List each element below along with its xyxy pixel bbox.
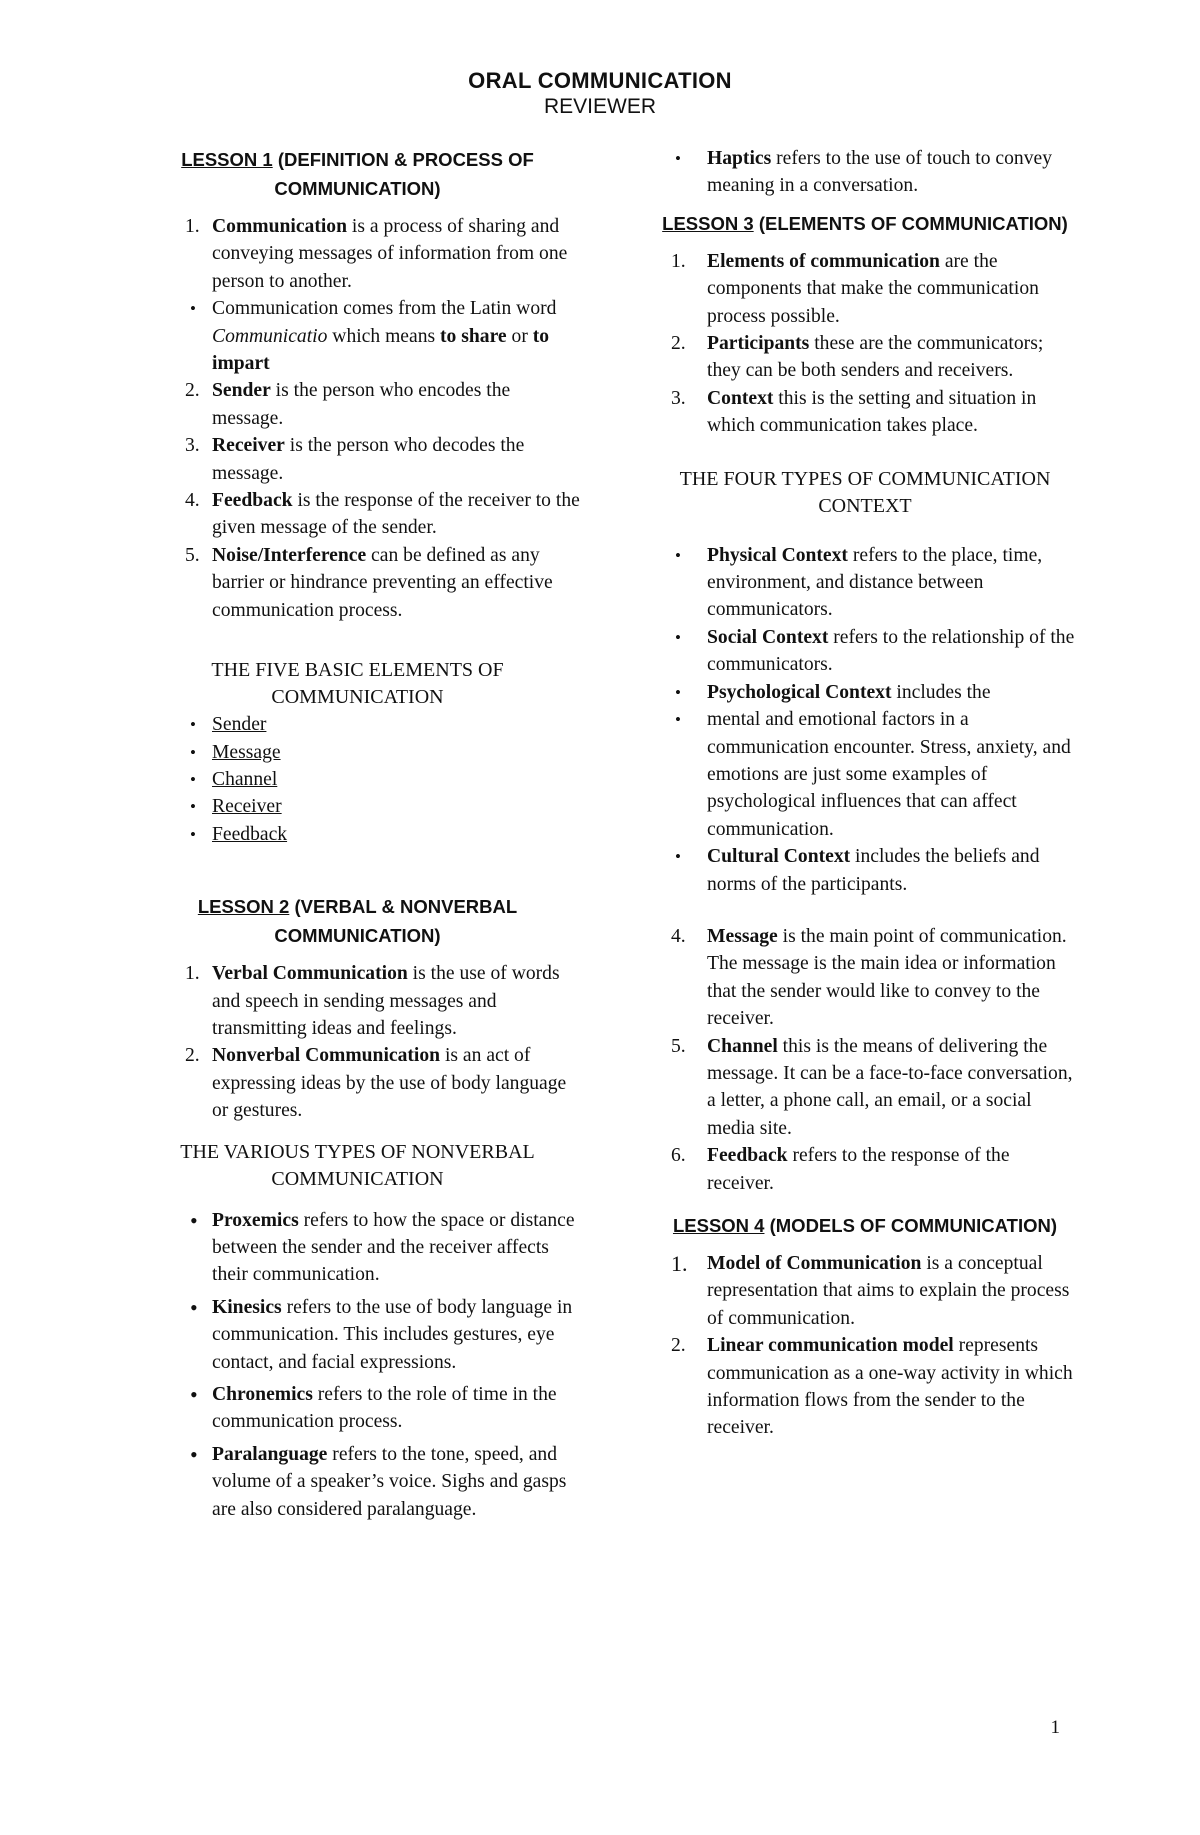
context-types-heading: THE FOUR TYPES OF COMMUNICATION CONTEXT <box>679 467 1051 517</box>
term: Sender <box>212 380 271 402</box>
definition: is the person who encodes the message. <box>212 380 511 429</box>
list-item <box>655 385 1075 440</box>
list-item <box>130 542 585 624</box>
term: Communication <box>212 216 347 237</box>
list-item <box>655 1332 1075 1442</box>
list-item <box>130 793 585 820</box>
list-item <box>130 295 585 377</box>
definition: refers to the relationship of the communicators. <box>707 626 1075 676</box>
list-marker: 2. <box>671 1335 686 1357</box>
list-item <box>655 1142 1075 1197</box>
bullet-icon: • <box>190 1382 198 1407</box>
list-marker: 5. <box>185 544 200 566</box>
right-column <box>655 145 1075 1442</box>
bullet-icon: • <box>190 299 196 319</box>
list-marker: 3. <box>185 435 200 457</box>
list-item <box>655 706 1075 843</box>
element-name: Channel <box>212 768 278 790</box>
term: Linear communication model <box>707 1335 954 1357</box>
lesson2-topic: (VERBAL & NONVERBAL COMMUNICATION) <box>274 896 518 947</box>
definition: is an act of expressing ideas by the use of body language or gestures. <box>212 1045 567 1122</box>
list-item <box>130 1042 585 1124</box>
bullet-icon: • <box>190 1441 198 1467</box>
list-item <box>130 432 585 487</box>
element-name: Receiver <box>212 796 282 818</box>
list-item <box>130 1381 585 1436</box>
term: Physical Context <box>707 544 848 566</box>
term: Kinesics <box>212 1296 282 1318</box>
list-item <box>130 711 585 738</box>
list-marker: 4. <box>671 925 686 947</box>
list-marker: 2. <box>185 380 200 402</box>
term: Model of Communication <box>707 1253 922 1274</box>
list-marker: 2. <box>671 333 686 355</box>
definition: are the components that make the communication process possible. <box>707 250 1039 327</box>
list-marker: 3. <box>671 387 686 409</box>
term: Message <box>707 925 778 947</box>
lesson1-number: LESSON 1 <box>181 149 273 170</box>
list-item <box>130 1441 585 1523</box>
list-marker: 2. <box>185 1045 200 1067</box>
left-column <box>130 145 585 1523</box>
definition: refers to the tone, speed, and volume of a speaker’s voice. Sighs and gasps are also considered paralanguage. <box>212 1443 567 1520</box>
definition: is the main point of communication. The message is the main idea or information that the sender would like to convey to the receiver. <box>707 925 1067 1030</box>
list-item <box>655 843 1075 898</box>
definition: this is the means of delivering the message. It can be a face-to-face conversation, a letter, a phone call, an email, or a social media site. <box>707 1035 1073 1139</box>
bullet-icon: • <box>190 824 196 844</box>
bullet-icon: • <box>190 1294 198 1320</box>
term: Proxemics <box>212 1209 299 1231</box>
lesson4-number: LESSON 4 <box>672 1215 765 1236</box>
bullet-icon: • <box>190 742 196 762</box>
lesson4-topic: (MODELS OF COMMUNICATION) <box>769 1215 1058 1236</box>
lesson2-number: LESSON 2 <box>197 896 290 918</box>
list-item <box>655 330 1075 385</box>
list-item <box>655 1033 1075 1143</box>
list-item <box>130 1294 585 1376</box>
term: Receiver <box>212 435 285 457</box>
definition: is the use of words and speech in sending messages and transmitting ideas and feelings. <box>212 963 560 1039</box>
lesson3-number: LESSON 3 <box>662 212 754 234</box>
text: which means <box>327 325 441 347</box>
definition: includes the <box>891 681 991 703</box>
list-item <box>130 960 585 1042</box>
definition: refers to how the space or distance between the sender and the receiver affects their communication. <box>212 1209 575 1286</box>
definition: this is the setting and situation in which communication takes place. <box>707 387 1037 437</box>
term: Feedback <box>212 490 293 512</box>
five-elements-heading: THE FIVE BASIC ELEMENTS OF COMMUNICATION <box>211 659 504 709</box>
term: Haptics <box>707 148 772 169</box>
lesson4-heading <box>655 1211 1075 1240</box>
list-item <box>655 248 1075 330</box>
list-item <box>130 821 585 848</box>
definition: refers to the response of the receiver. <box>707 1145 1010 1194</box>
term: Noise/Interference <box>212 544 367 566</box>
element-name: Sender <box>212 714 267 736</box>
element-name: Message <box>212 741 281 763</box>
term: to share <box>440 325 507 347</box>
term: to impart <box>212 325 550 375</box>
term: Channel <box>707 1035 778 1057</box>
lesson2-heading <box>130 892 585 950</box>
page-number: 1 <box>1050 1717 1060 1738</box>
definition: represents communication as a one-way activity in which information flows from the sender to the receiver. <box>707 1335 1073 1439</box>
term: Social Context <box>707 626 829 648</box>
term: Paralanguage <box>212 1443 328 1465</box>
list-marker: 6. <box>671 1145 686 1167</box>
list-item <box>655 679 1075 706</box>
bullet-icon: • <box>190 715 196 735</box>
bullet-icon: • <box>675 682 681 702</box>
nonverbal-types-heading: THE VARIOUS TYPES OF NONVERBAL COMMUNICATION <box>180 1140 535 1190</box>
lesson1-heading <box>130 145 585 203</box>
bullet-icon: • <box>190 769 196 789</box>
definition: these are the communicators; they can be both senders and receivers. <box>707 333 1044 382</box>
definition: is the response of the receiver to the given message of the sender. <box>212 490 580 539</box>
definition: is a conceptual representation that aims to explain the process of communication. <box>707 1253 1070 1329</box>
term: Participants <box>707 333 810 355</box>
definition: includes the beliefs and norms of the participants. <box>707 846 1040 895</box>
definition: refers to the use of touch to convey meaning in a conversation. <box>707 148 1052 197</box>
bullet-icon: • <box>675 847 681 867</box>
list-marker: 1. <box>671 250 686 272</box>
bullet-icon: • <box>675 627 681 647</box>
term: Psychological Context <box>707 681 892 703</box>
term: Chronemics <box>212 1384 313 1405</box>
definition: is the person who decodes the message. <box>212 435 525 484</box>
text: or <box>506 325 533 347</box>
definition: can be defined as any barrier or hindrance preventing an effective communication process. <box>212 544 553 621</box>
term: Verbal Communication <box>212 963 408 985</box>
list-item <box>655 923 1075 1033</box>
document-subtitle: REVIEWER <box>543 95 656 118</box>
term: Context <box>707 387 774 409</box>
list-item <box>655 542 1075 624</box>
list-item <box>655 145 1075 200</box>
list-item <box>655 1250 1075 1332</box>
definition: refers to the use of body language in communication. This includes gestures, eye contact, and facial expressions. <box>212 1296 573 1373</box>
bullet-icon: • <box>190 1207 198 1233</box>
definition: mental and emotional factors in a communication encounter. Stress, anxiety, and emotions are just some examples of psychological influences that can affect communication. <box>707 709 1071 840</box>
document-title: ORAL COMMUNICATION <box>468 68 732 93</box>
term: Elements of communication <box>707 250 940 272</box>
definition: is a process of sharing and conveying messages of information from one person to another. <box>212 216 568 292</box>
bullet-icon: • <box>675 149 681 168</box>
bullet-icon: • <box>675 545 681 565</box>
element-name: Feedback <box>212 823 288 845</box>
list-marker: 1. <box>185 963 200 985</box>
list-item <box>130 487 585 542</box>
list-item <box>130 766 585 793</box>
text: Communication comes from the Latin word <box>212 298 557 320</box>
latin-word: Communicatio <box>212 325 328 347</box>
list-item <box>655 624 1075 679</box>
lesson3-topic: (ELEMENTS OF COMMUNICATION) <box>758 212 1068 234</box>
definition: refers to the role of time in the communication process. <box>212 1384 557 1433</box>
lesson1-topic: (DEFINITION & PROCESS OF COMMUNICATION) <box>274 149 534 199</box>
term: Cultural Context <box>707 846 851 868</box>
lesson3-heading <box>655 209 1075 238</box>
list-marker: 5. <box>671 1035 686 1057</box>
term: Feedback <box>707 1145 788 1167</box>
list-item <box>130 213 585 295</box>
list-marker: 1. <box>185 216 200 237</box>
list-item <box>130 377 585 432</box>
bullet-icon: • <box>190 797 196 817</box>
definition: refers to the place, time, environment, and distance between communicators. <box>707 544 1043 621</box>
bullet-icon: • <box>675 710 681 730</box>
list-item <box>130 1207 585 1289</box>
list-marker: 1. <box>671 1251 688 1276</box>
list-item <box>130 739 585 766</box>
term: Nonverbal Communication <box>212 1045 441 1067</box>
list-marker: 4. <box>185 490 200 512</box>
